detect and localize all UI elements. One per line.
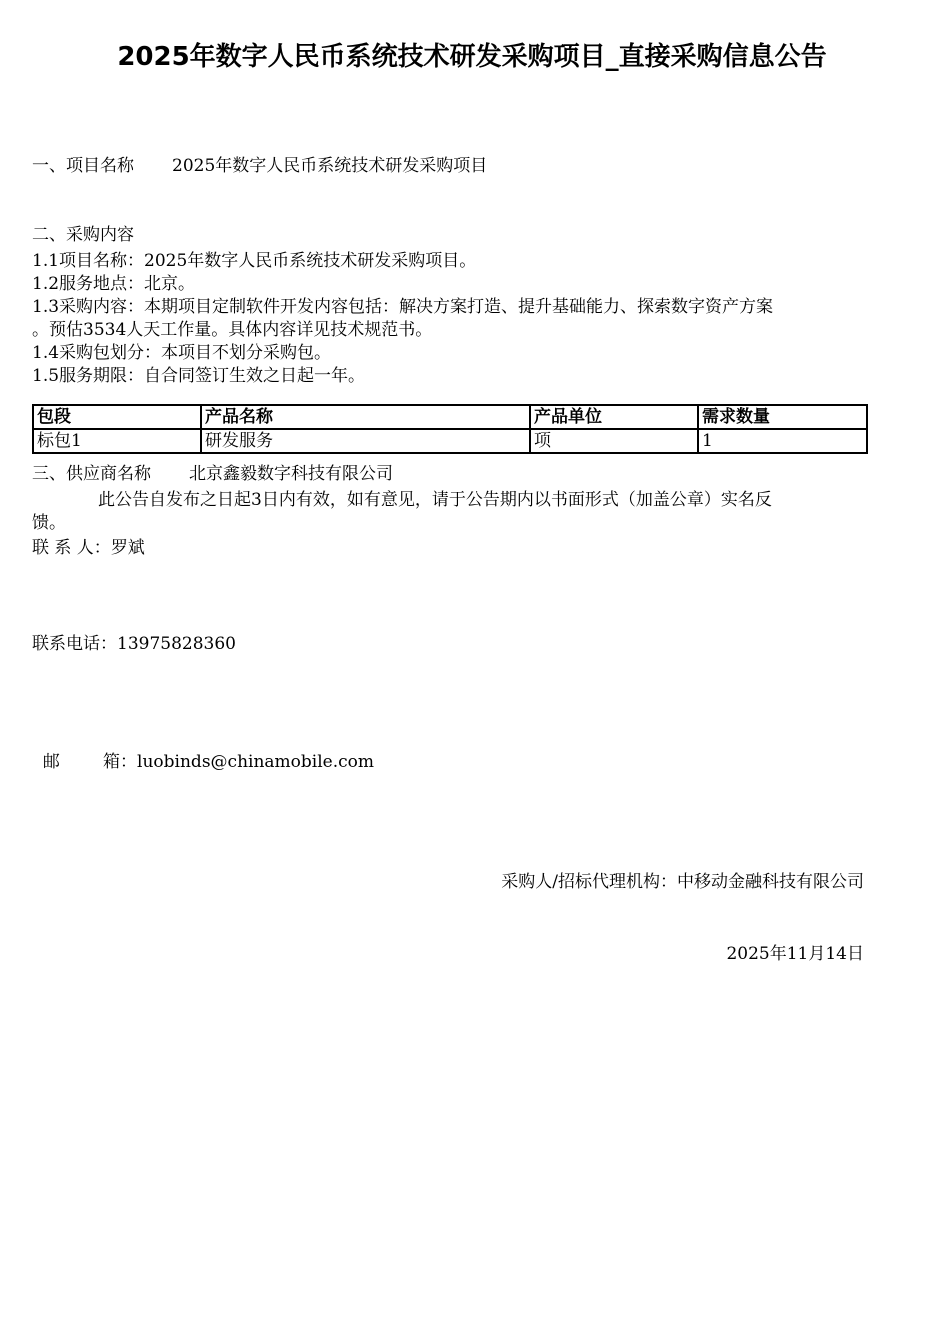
table-header-cell: 包段 <box>33 405 201 429</box>
content-line-1: 1.1项目名称：2025年数字人民币系统技术研发采购项目。 <box>32 251 477 271</box>
content-line-4: 。预估3534人天工作量。具体内容详见技术规范书。 <box>32 320 433 340</box>
section-supplier <box>32 463 393 485</box>
table-cell: 标包1 <box>33 429 201 453</box>
notice-line-1: 此公告自发布之日起3日内有效，如有意见，请于公告期内以书面形式（加盖公章）实名反 <box>98 490 772 510</box>
page-title: 2025年数字人民币系统技术研发采购项目_直接采购信息公告 <box>117 42 827 72</box>
section-procurement-content-heading: 二、采购内容 <box>32 225 134 245</box>
section-project-name <box>32 155 487 177</box>
table-row <box>33 429 867 453</box>
table-cell: 1 <box>698 429 867 453</box>
content-line-5: 1.4采购包划分：本项目不划分采购包。 <box>32 343 332 363</box>
project-name-label: 一、项目名称 <box>32 156 134 176</box>
footer-agency-value: 中移动金融科技有限公司 <box>677 872 864 892</box>
footer-agency <box>501 871 864 893</box>
table-cell: 项 <box>530 429 698 453</box>
project-name-value: 2025年数字人民币系统技术研发采购项目 <box>172 156 488 176</box>
table-header-cell: 产品名称 <box>201 405 530 429</box>
table-cell: 研发服务 <box>201 429 530 453</box>
procurement-table <box>32 404 868 454</box>
content-line-3: 1.3采购内容：本期项目定制软件开发内容包括：解决方案打造、提升基础能力、探索数字资产方案 <box>32 297 774 317</box>
supplier-label: 三、供应商名称 <box>32 464 151 484</box>
supplier-value: 北京鑫毅数字科技有限公司 <box>189 464 393 484</box>
content-line-2: 1.2服务地点：北京。 <box>32 274 196 294</box>
contact-phone-label: 联系电话： <box>32 634 117 654</box>
table-header-row <box>33 405 867 429</box>
footer-agency-label: 采购人/招标代理机构： <box>501 872 677 892</box>
contact-email-label: 邮 箱： <box>42 752 138 772</box>
content-line-6: 1.5服务期限：自合同签订生效之日起一年。 <box>32 366 366 386</box>
footer-date: 2025年11月14日 <box>726 944 864 964</box>
contact-phone-value: 13975828360 <box>117 634 236 654</box>
contact-person <box>32 537 145 559</box>
contact-email-value: luobinds@chinamobile.com <box>137 752 374 772</box>
table-header-cell: 产品单位 <box>530 405 698 429</box>
contact-phone <box>32 633 236 655</box>
notice-line-2: 馈。 <box>32 513 66 533</box>
contact-email <box>32 729 374 773</box>
contact-person-value: 罗斌 <box>110 538 145 558</box>
table-header-cell: 需求数量 <box>698 405 867 429</box>
contact-person-label: 联 系 人： <box>32 538 111 558</box>
